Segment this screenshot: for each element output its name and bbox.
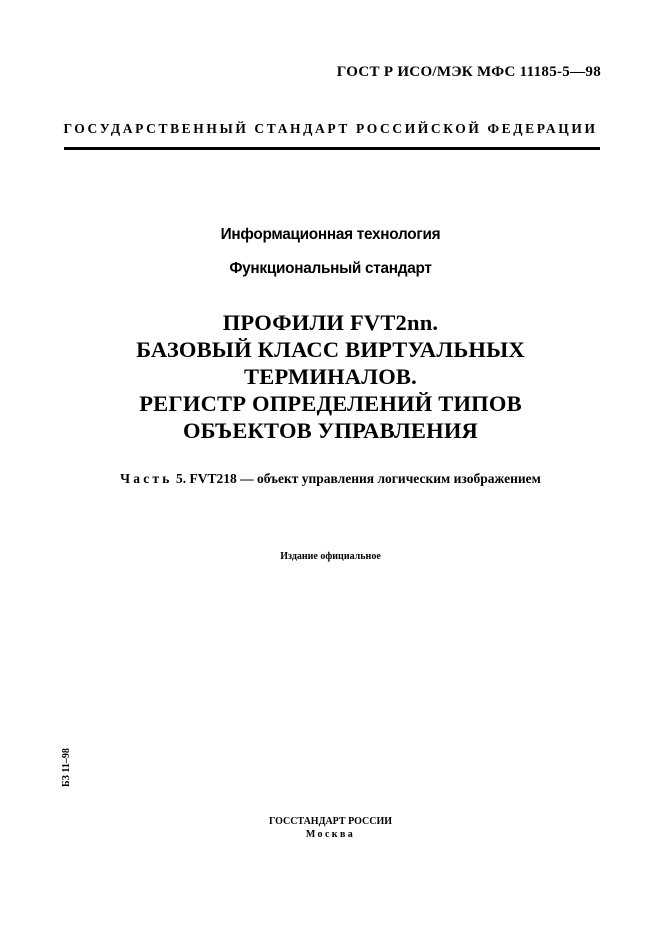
title-line: ПРОФИЛИ FVT2nn. xyxy=(222,310,439,335)
title-line: РЕГИСТР ОПРЕДЕЛЕНИЙ ТИПОВ xyxy=(139,391,522,416)
part-text: 5. FVT218 — объект управления логическим изображением xyxy=(175,471,541,486)
subject-line-2: Функциональный стандарт xyxy=(229,260,432,277)
side-code: БЗ 11–98 xyxy=(61,748,72,787)
part-line xyxy=(0,471,661,487)
state-standard-heading: ГОСУДАРСТВЕННЫЙ СТАНДАРТ РОССИЙСКОЙ ФЕДЕРАЦИИ xyxy=(63,121,598,136)
edition-label: Издание официальное xyxy=(280,551,381,562)
main-title xyxy=(0,309,661,444)
part-prefix: Часть xyxy=(120,471,173,486)
subject-line-1: Информационная технология xyxy=(220,226,441,243)
title-line: БАЗОВЫЙ КЛАСС ВИРТУАЛЬНЫХ xyxy=(136,337,525,362)
publisher-city: Москва xyxy=(305,829,356,840)
publisher-name: ГОССТАНДАРТ РОССИИ xyxy=(268,816,393,827)
document-number: ГОСТ Р ИСО/МЭК МФС 11185-5—98 xyxy=(336,64,601,80)
title-line: ОБЪЕКТОВ УПРАВЛЕНИЯ xyxy=(182,418,478,443)
publisher-block xyxy=(0,815,661,841)
title-line: ТЕРМИНАЛОВ. xyxy=(244,364,417,389)
header-divider xyxy=(64,147,600,150)
